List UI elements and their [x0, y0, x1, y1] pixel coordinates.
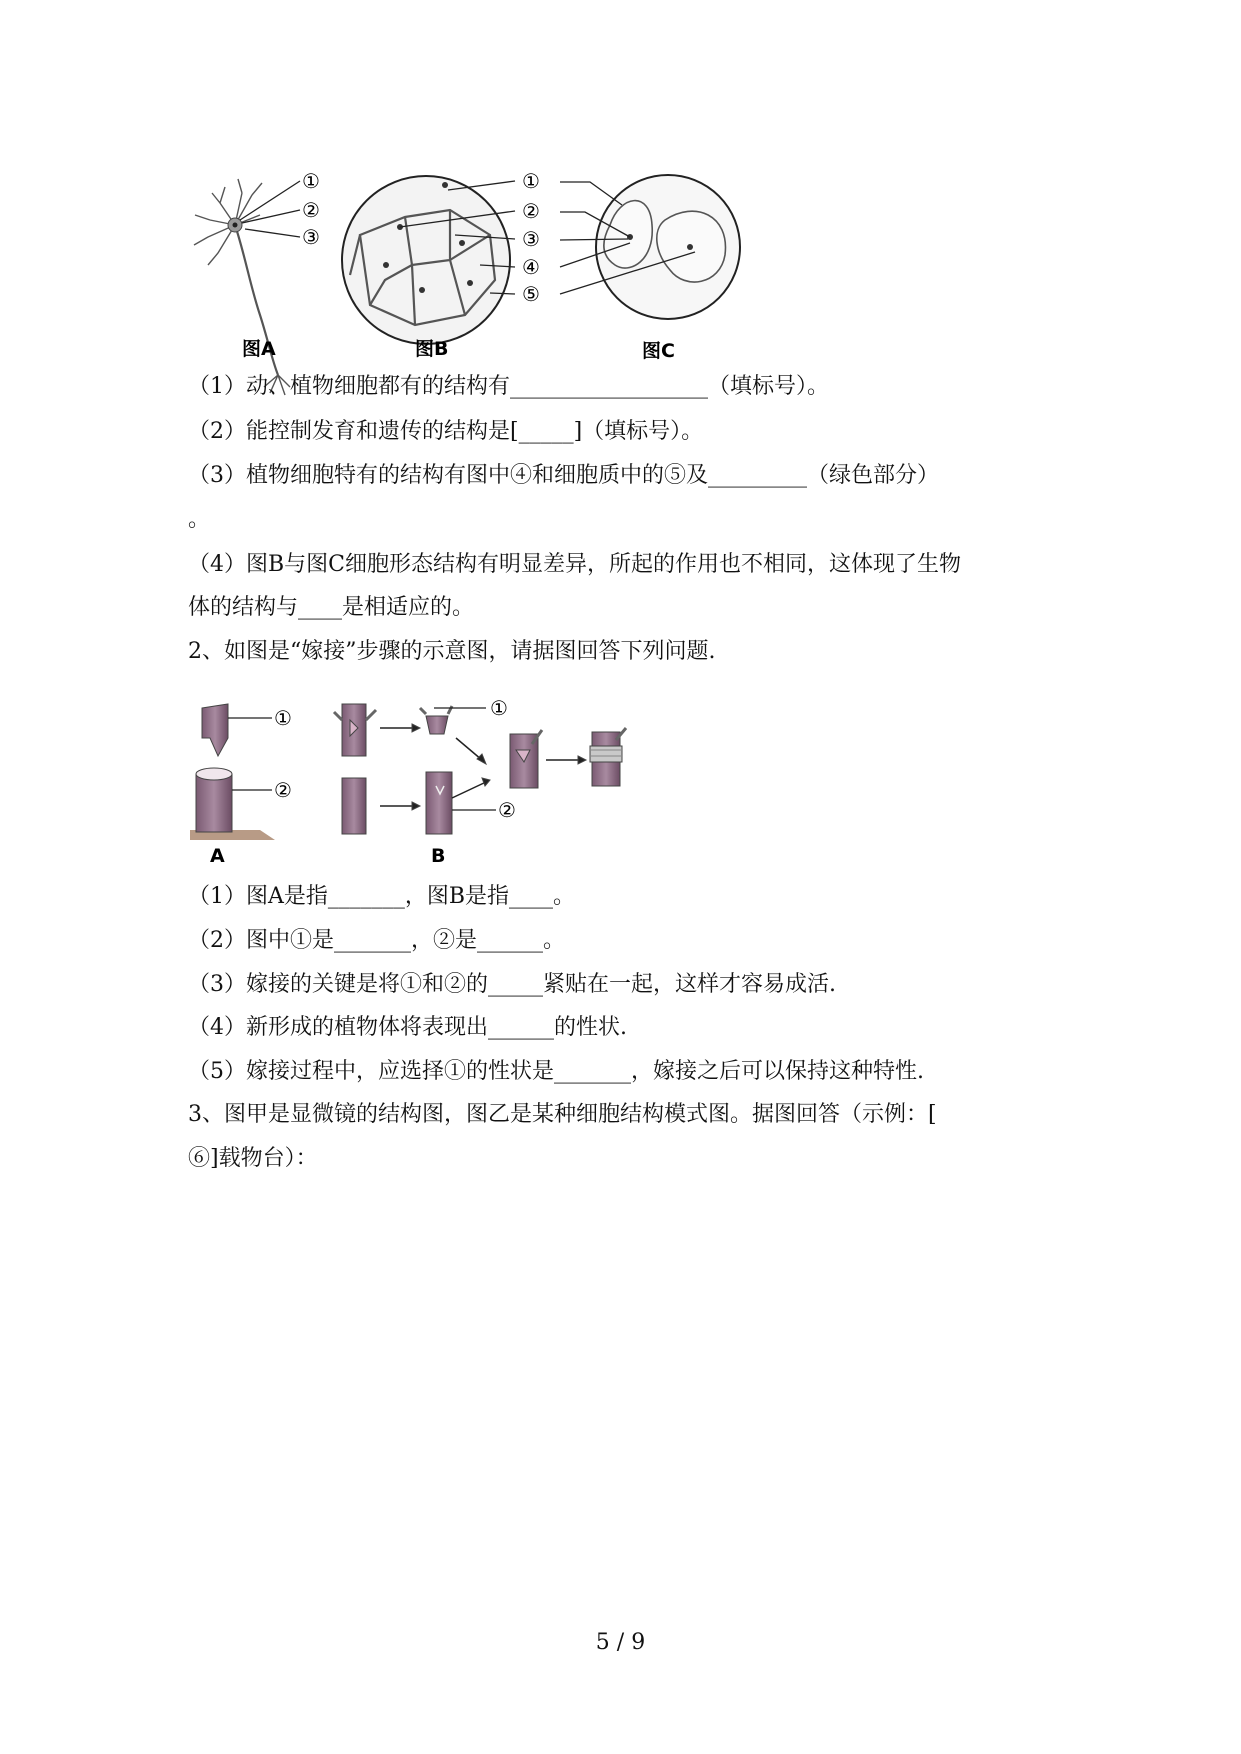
graft-label-b: B [431, 845, 446, 867]
marker-graft-a-1: ① [274, 706, 292, 730]
marker-b-1: ① [522, 169, 540, 193]
figure-b-label: 图B [415, 338, 449, 360]
grafting-figure [190, 690, 710, 870]
marker-b-3: ③ [522, 227, 540, 251]
q1-part2: （2）能控制发育和遗传的结构是[_____]（填标号）。 [188, 419, 704, 444]
q3-title: 3、图甲是显微镜的结构图，图乙是某种细胞结构模式图。据图回答（示例：[ [188, 1102, 937, 1127]
q2-part1: （1）图A是指_______，图B是指____。 [188, 884, 576, 909]
marker-a-2: ② [302, 198, 320, 222]
marker-b-4: ④ [522, 255, 540, 279]
marker-a-3: ③ [302, 225, 320, 249]
page-number: 5 / 9 [595, 1630, 646, 1655]
marker-a-1: ① [302, 169, 320, 193]
graft-b-illustration [334, 696, 626, 834]
graft-a-illustration [190, 704, 292, 840]
marker-b-2: ② [522, 199, 540, 223]
neuron-illustration [194, 179, 290, 395]
figure-c-label: 图C [642, 340, 675, 362]
q2-part2: （2）图中①是_______，②是______。 [188, 928, 565, 953]
plant-cells-view [342, 176, 510, 344]
q2-part3: （3）嫁接的关键是将①和②的_____紧贴在一起，这样才容易成活. [188, 972, 836, 997]
marker-graft-a-2: ② [274, 778, 292, 802]
q2-part4: （4）新形成的植物体将表现出______的性状. [188, 1015, 627, 1040]
q3-title-cont: ⑥]载物台）： [188, 1146, 318, 1171]
q2-title: 2、如图是“嫁接”步骤的示意图，请据图回答下列问题. [188, 639, 716, 664]
figure-a-label: 图A [242, 338, 276, 360]
marker-graft-b-1: ① [490, 696, 508, 720]
q1-part1: （1）动、植物细胞都有的结构有__________________（填标号）。 [188, 374, 829, 399]
q1-part3-cont: 。 [188, 507, 211, 532]
marker-b-5: ⑤ [522, 282, 540, 306]
marker-graft-b-2: ② [498, 798, 516, 822]
q1-part4: （4）图B与图C细胞形态结构有明显差异，所起的作用也不相同，这体现了生物 [188, 552, 961, 577]
q1-part3: （3）植物细胞特有的结构有图中④和细胞质中的⑤及_________（绿色部分） [188, 463, 939, 488]
q1-part4-cont: 体的结构与____是相适应的。 [188, 595, 475, 620]
graft-label-a: A [210, 845, 225, 867]
q2-part5: （5）嫁接过程中，应选择①的性状是_______，嫁接之后可以保持这种特性. [188, 1059, 924, 1084]
